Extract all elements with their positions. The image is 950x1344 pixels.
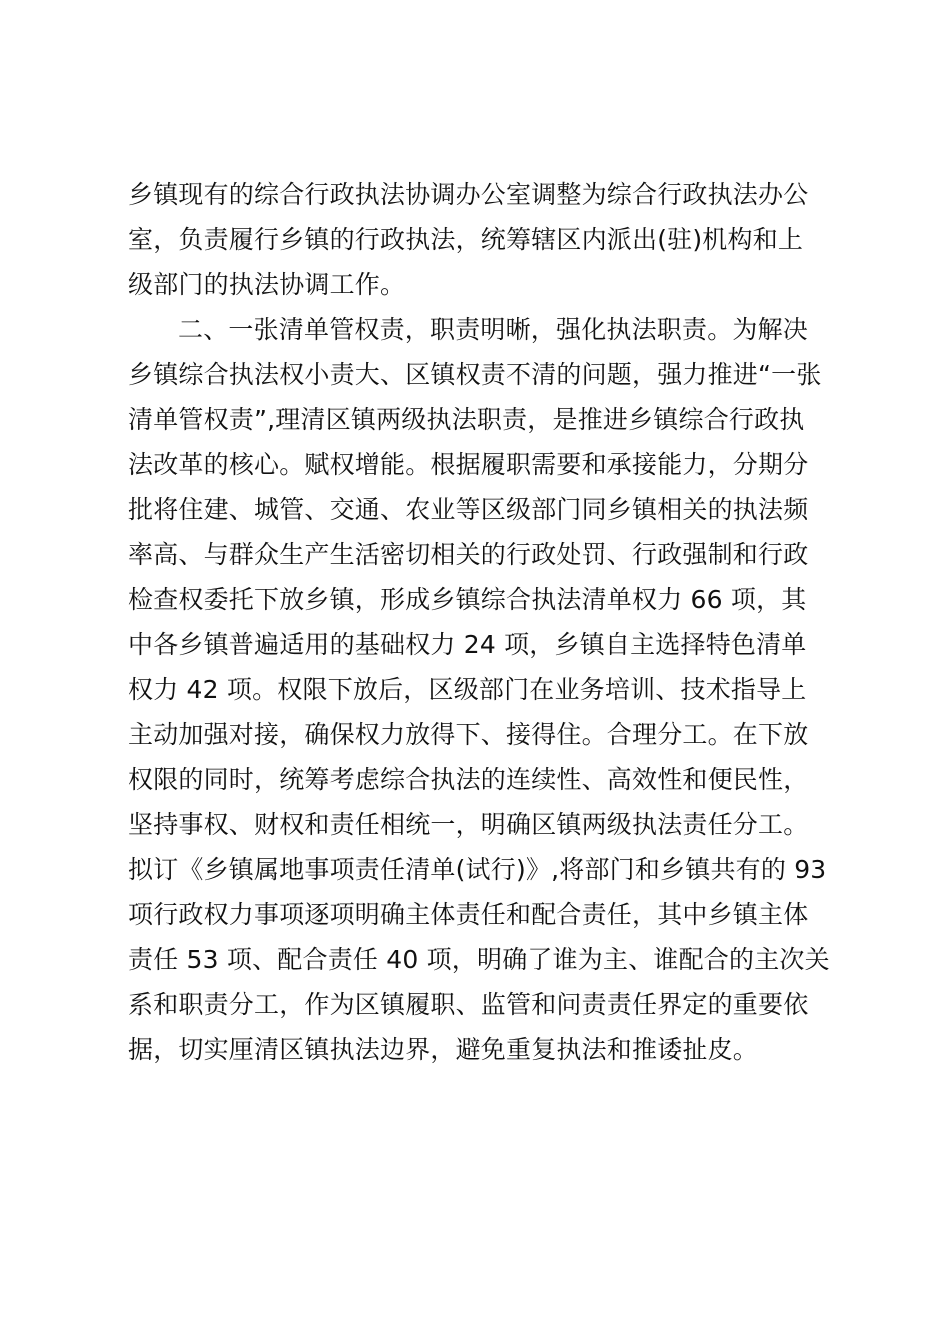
text-line: 系和职责分工，作为区镇履职、监管和问责责任界定的重要依: [128, 990, 809, 1019]
text-line: 法改革的核心。赋权增能。根据履职需要和承接能力，分期分: [128, 450, 809, 479]
paragraph-2: [128, 307, 838, 1072]
text-line: 乡镇综合执法权小责大、区镇权责不清的问题，强力推进“一张: [128, 360, 822, 389]
text-line: 清单管权责”,理清区镇两级执法职责，是推进乡镇综合行政执: [128, 405, 805, 434]
text-line: 中各乡镇普遍适用的基础权力 24 项，乡镇自主选择特色清单: [128, 630, 807, 659]
text-line: 据，切实厘清区镇执法边界，避免重复执法和推诿扯皮。: [128, 1035, 759, 1064]
text-line: 级部门的执法协调工作。: [128, 270, 406, 299]
text-line: 权限的同时，统筹考虑综合执法的连续性、高效性和便民性，: [128, 765, 809, 794]
text-line: 乡镇现有的综合行政执法协调办公室调整为综合行政执法办公: [128, 180, 809, 209]
text-line: 项行政权力事项逐项明确主体责任和配合责任，其中乡镇主体: [128, 900, 809, 929]
document-body: [128, 172, 838, 1072]
text-line: 批将住建、城管、交通、农业等区级部门同乡镇相关的执法频: [128, 495, 809, 524]
text-line: 责任 53 项、配合责任 40 项，明确了谁为主、谁配合的主次关: [128, 945, 830, 974]
text-line: 拟订《乡镇属地事项责任清单(试行)》,将部门和乡镇共有的 93: [128, 855, 827, 884]
text-line: 率高、与群众生产生活密切相关的行政处罚、行政强制和行政: [128, 540, 809, 569]
text-line: 坚持事权、财权和责任相统一，明确区镇两级执法责任分工。: [128, 810, 809, 839]
text-line: 主动加强对接，确保权力放得下、接得住。合理分工。在下放: [128, 720, 809, 749]
text-line: 检查权委托下放乡镇，形成乡镇综合执法清单权力 66 项，其: [128, 585, 807, 614]
text-line: 二、一张清单管权责，职责明晰，强化执法职责。为解决: [178, 315, 809, 344]
text-line: 室，负责履行乡镇的行政执法，统筹辖区内派出(驻)机构和上: [128, 225, 804, 254]
text-line: 权力 42 项。权限下放后，区级部门在业务培训、技术指导上: [128, 675, 807, 704]
paragraph-1: [128, 172, 838, 307]
